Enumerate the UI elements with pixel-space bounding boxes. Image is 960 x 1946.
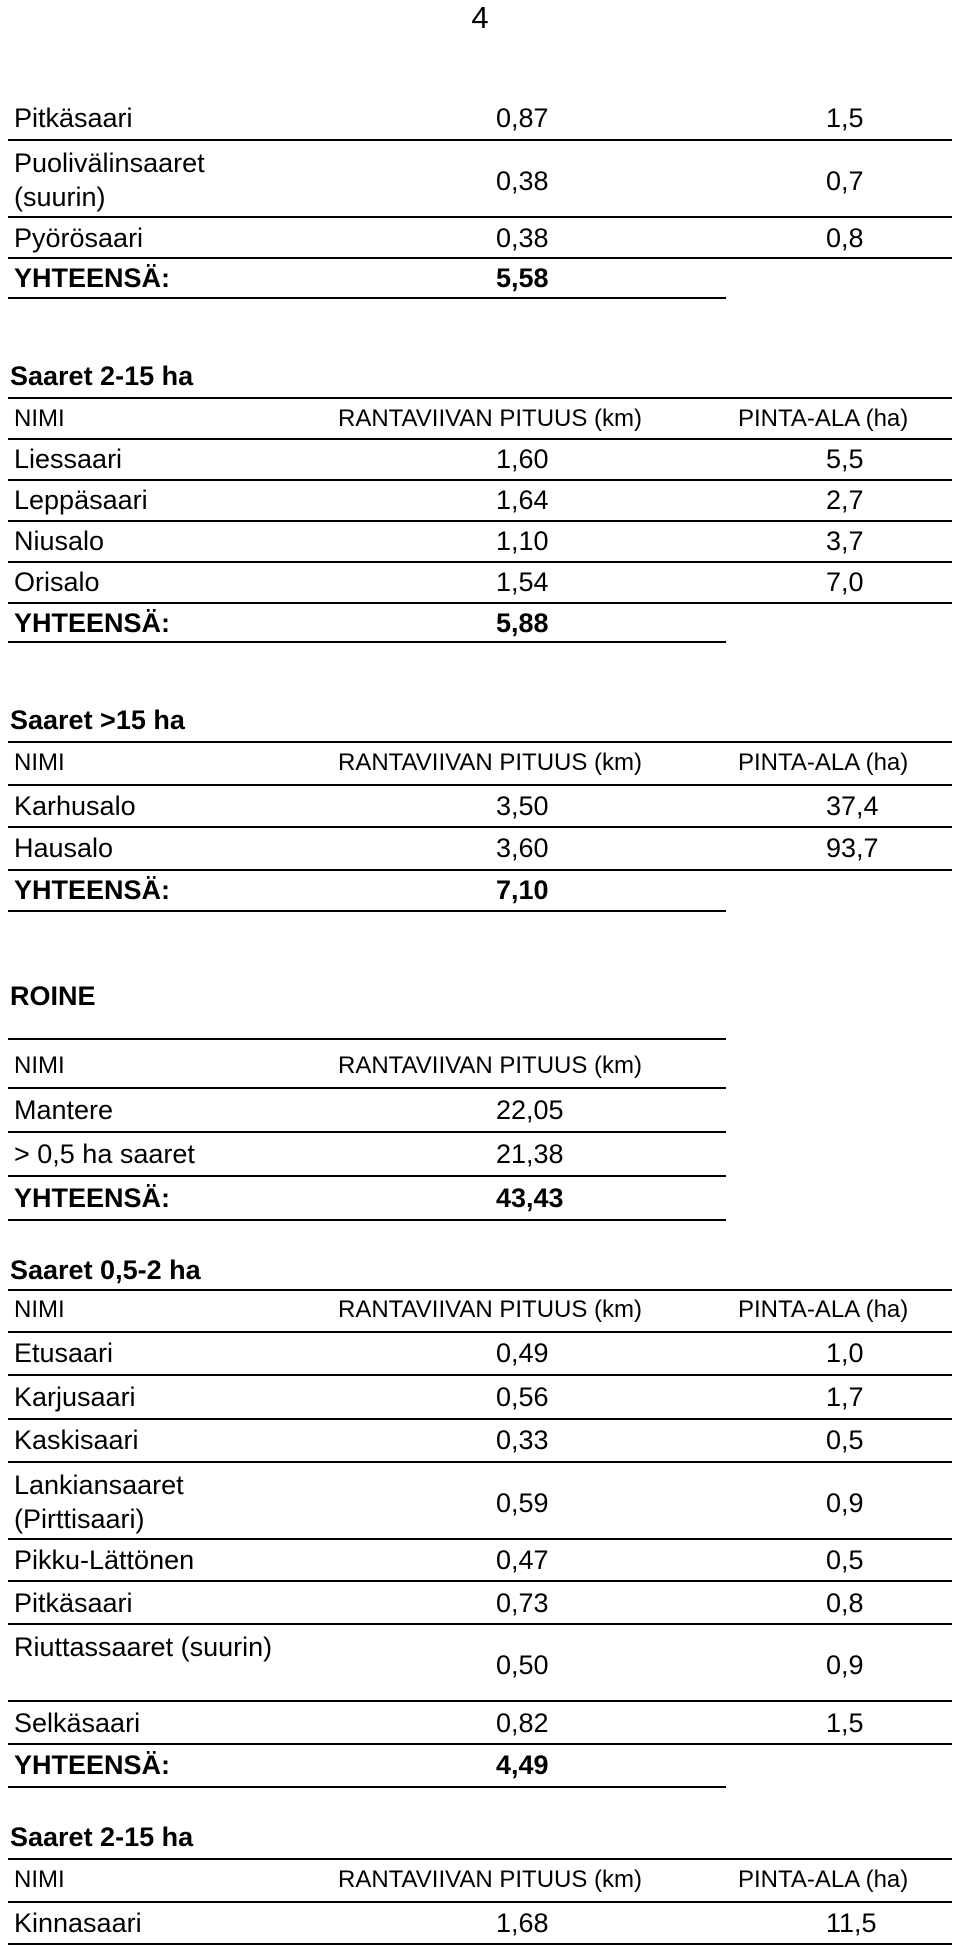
row-divider — [8, 1418, 952, 1420]
section-title: ROINE — [10, 981, 96, 1011]
island-area: 7,0 — [826, 567, 864, 597]
island-name: Riuttassaaret (suurin) — [14, 1632, 273, 1662]
total-value: 5,88 — [496, 608, 549, 638]
island-area: 0,5 — [826, 1425, 864, 1455]
header-length: RANTAVIIVAN PITUUS (km) — [338, 1296, 643, 1323]
island-name: Pikku-Lättönen — [14, 1545, 195, 1575]
island-area: 1,5 — [826, 103, 864, 133]
total-label: YHTEENSÄ: — [14, 608, 171, 638]
header-length: RANTAVIIVAN PITUUS (km) — [338, 749, 643, 776]
island-area: 5,5 — [826, 444, 864, 474]
total-value: 4,49 — [496, 1750, 549, 1780]
island-name: Pyörösaari — [14, 223, 144, 253]
shoreline-length: 0,50 — [496, 1650, 549, 1680]
shoreline-length: 21,38 — [496, 1139, 564, 1169]
total-underline — [8, 910, 726, 912]
row-divider — [8, 1580, 952, 1582]
island-area: 2,7 — [826, 485, 864, 515]
header-area: PINTA-ALA (ha) — [738, 1866, 909, 1893]
island-name: Kinnasaari — [14, 1908, 142, 1938]
island-name: Pitkäsaari — [14, 103, 133, 133]
row-divider — [8, 438, 952, 440]
total-label: YHTEENSÄ: — [14, 1750, 171, 1780]
section-title: Saaret >15 ha — [10, 705, 185, 735]
island-area: 0,8 — [826, 1588, 864, 1618]
island-name: Selkäsaari — [14, 1708, 141, 1738]
header-name: NIMI — [14, 749, 65, 776]
island-name: Leppäsaari — [14, 485, 148, 515]
island-area: 0,7 — [826, 166, 864, 196]
header-area: PINTA-ALA (ha) — [738, 405, 909, 432]
island-area: 1,7 — [826, 1382, 864, 1412]
row-divider — [8, 1461, 952, 1463]
header-area: PINTA-ALA (ha) — [738, 749, 909, 776]
shoreline-length: 0,73 — [496, 1588, 549, 1618]
page-number: 4 — [471, 0, 489, 35]
island-area: 37,4 — [826, 791, 879, 821]
header-name: NIMI — [14, 405, 65, 432]
total-underline — [8, 641, 726, 643]
shoreline-length: 1,68 — [496, 1908, 549, 1938]
header-area: PINTA-ALA (ha) — [738, 1296, 909, 1323]
shoreline-length: 0,38 — [496, 223, 549, 253]
shoreline-length: 3,50 — [496, 791, 549, 821]
row-divider — [8, 1038, 726, 1040]
shoreline-length: 0,87 — [496, 103, 549, 133]
row-divider — [8, 1700, 952, 1702]
island-name: Karjusaari — [14, 1382, 136, 1412]
island-name: Liessaari — [14, 444, 123, 474]
island-area: 11,5 — [826, 1908, 877, 1938]
section-title: Saaret 2-15 ha — [10, 1822, 194, 1852]
island-name: Pitkäsaari — [14, 1588, 133, 1618]
shore-name: Mantere — [14, 1095, 114, 1125]
shoreline-length: 0,47 — [496, 1545, 549, 1575]
row-divider — [8, 520, 952, 522]
island-name: Kaskisaari — [14, 1425, 139, 1455]
island-area: 0,9 — [826, 1650, 864, 1680]
row-divider — [8, 1623, 952, 1625]
header-name: NIMI — [14, 1866, 65, 1893]
island-area: 0,8 — [826, 223, 864, 253]
header-name: NIMI — [14, 1296, 65, 1323]
island-name: Etusaari — [14, 1338, 114, 1368]
island-area: 3,7 — [826, 526, 864, 556]
shore-name: > 0,5 ha saaret — [14, 1139, 195, 1169]
shoreline-length: 22,05 — [496, 1095, 564, 1125]
shoreline-length: 1,64 — [496, 485, 549, 515]
shoreline-length: 0,49 — [496, 1338, 549, 1368]
row-divider — [8, 1374, 952, 1376]
island-name: Orisalo — [14, 567, 100, 597]
island-name: Niusalo — [14, 526, 105, 556]
total-value: 7,10 — [496, 875, 549, 905]
shoreline-length: 3,60 — [496, 833, 549, 863]
total-underline — [8, 1219, 726, 1221]
row-divider — [8, 561, 952, 563]
island-name: Puolivälinsaaret (suurin) — [14, 148, 205, 212]
shoreline-length: 1,60 — [496, 444, 549, 474]
row-divider — [8, 1901, 952, 1903]
row-divider — [8, 1331, 952, 1333]
shoreline-length: 0,33 — [496, 1425, 549, 1455]
row-divider — [8, 826, 952, 828]
island-name: Hausalo — [14, 833, 114, 863]
section-title: Saaret 2-15 ha — [10, 361, 194, 391]
island-area: 1,5 — [826, 1708, 864, 1738]
island-area: 1,0 — [826, 1338, 864, 1368]
row-divider — [8, 1087, 726, 1089]
total-label: YHTEENSÄ: — [14, 1183, 171, 1213]
total-value: 43,43 — [496, 1183, 564, 1213]
header-length: RANTAVIIVAN PITUUS (km) — [338, 1052, 643, 1079]
shoreline-length: 0,38 — [496, 166, 549, 196]
total-value: 5,58 — [496, 263, 549, 293]
island-area: 0,9 — [826, 1488, 864, 1518]
island-area: 93,7 — [826, 833, 879, 863]
shoreline-length: 1,54 — [496, 567, 549, 597]
row-divider — [8, 784, 952, 786]
total-underline — [8, 1786, 726, 1788]
row-divider — [8, 1175, 726, 1177]
row-divider — [8, 216, 952, 218]
section-title: Saaret 0,5-2 ha — [10, 1255, 201, 1285]
island-area: 0,5 — [826, 1545, 864, 1575]
total-label: YHTEENSÄ: — [14, 875, 171, 905]
row-divider — [8, 1943, 952, 1945]
header-length: RANTAVIIVAN PITUUS (km) — [338, 1866, 643, 1893]
row-divider — [8, 139, 952, 141]
island-name: Karhusalo — [14, 791, 136, 821]
shoreline-length: 0,82 — [496, 1708, 549, 1738]
header-length: RANTAVIIVAN PITUUS (km) — [338, 405, 643, 432]
total-underline — [8, 297, 726, 299]
row-divider — [8, 479, 952, 481]
island-name: Lankiansaaret (Pirttisaari) — [14, 1470, 184, 1534]
row-divider — [8, 1131, 726, 1133]
shoreline-length: 0,56 — [496, 1382, 549, 1412]
header-name: NIMI — [14, 1052, 65, 1079]
shoreline-length: 1,10 — [496, 526, 549, 556]
shoreline-length: 0,59 — [496, 1488, 549, 1518]
total-label: YHTEENSÄ: — [14, 263, 171, 293]
